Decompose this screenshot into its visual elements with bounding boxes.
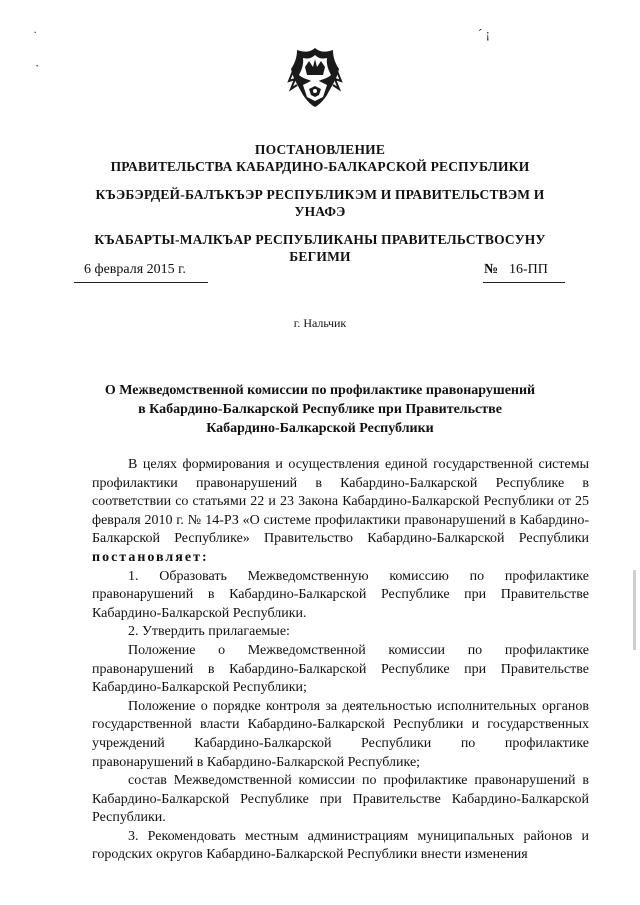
clause-2-item-1: Положение о Межведомственной комиссии по профилактике правонарушений в Кабардино-Балкарской Республике при Правительстве Кабардино-Балкарской Республики; (92, 642, 589, 696)
government-title-ru: ПРАВИТЕЛЬСТВА КАБАРДИНО-БАЛКАРСКОЙ РЕСПУБЛИКИ (110, 159, 530, 174)
handwritten-mark: ˊ ¡ (478, 26, 490, 41)
number-label: № (484, 262, 499, 277)
date-underline (74, 282, 208, 283)
number-underline (483, 282, 565, 283)
clause-2-item-2: Положение о порядке контроля за деятельностью исполнительных органов государственной власти Кабардино-Балкарской Республики и государственных учреждений Кабардино-Балкарской Республики по профилактике правонарушений в Кабардино-Балкарской Республике; (92, 698, 589, 770)
scan-edge-shadow (633, 570, 636, 650)
clause-3: 3. Рекомендовать местным администрациям муниципальных районов и городских округов Кабардино-Балкарской Республики внести изменения (92, 828, 589, 863)
document-title-line: в Кабардино-Балкарской Республике при Правительстве (138, 402, 502, 417)
preamble-text: В целях формирования и осуществления единой государственной системы профилактики правонарушений в Кабардино-Балкарской Республике в соответствии со статьями 22 и 23 Закона Кабардино-Балкарской Республики от 25 февраля 2010 г. № 14-РЗ «О системе профилактики правонарушений в Кабардино-Балкарской Республике» Правительство Кабардино-Балкарской Республики (92, 457, 589, 547)
decree-title: ПОСТАНОВЛЕНИЕ (254, 142, 386, 157)
scan-speck: · (35, 58, 40, 73)
coat-of-arms-emblem (283, 45, 347, 109)
document-body (92, 456, 589, 865)
document-title-line: О Межведомственной комиссии по профилактике правонарушений (104, 383, 536, 398)
government-title-kabardian-cont: УНАФЭ (294, 204, 346, 219)
decree-date: 6 февраля 2015 г. (84, 262, 186, 277)
clause-1: 1. Образовать Межведомственную комиссию по профилактике правонарушений в Кабардино-Балкарской Республике при Правительстве Кабардино-Балкарской Республики. (92, 568, 589, 621)
city-name: г. Нальчик (293, 316, 347, 330)
decree-number: 16-ПП (509, 262, 548, 277)
government-title-balkar: КЪАБАРТЫ-МАЛКЪАР РЕСПУБЛИКАНЫ ПРАВИТЕЛЬСТВОСУНУ (94, 232, 546, 247)
document-title (80, 381, 560, 438)
document-title-line: Кабардино-Балкарской Республики (206, 421, 434, 436)
government-title-kabardian: КЪЭБЭРДЕЙ-БАЛЪКЪЭР РЕСПУБЛИКЭМ И ПРАВИТЕЛЬСТВЭМ И (95, 187, 545, 202)
clause-2-item-3: состав Межведомственной комиссии по профилактике правонарушений в Кабардино-Балкарской Республике при Правительстве Кабардино-Балкарской Республики. (92, 773, 589, 826)
government-title-balkar-cont: БЕГИМИ (289, 249, 351, 264)
preamble-paragraph (92, 456, 589, 568)
clause-2: 2. Утвердить прилагаемые: (128, 624, 290, 640)
resolution-verb: постановляет: (92, 549, 209, 565)
scan-speck: ˙ (33, 28, 38, 43)
